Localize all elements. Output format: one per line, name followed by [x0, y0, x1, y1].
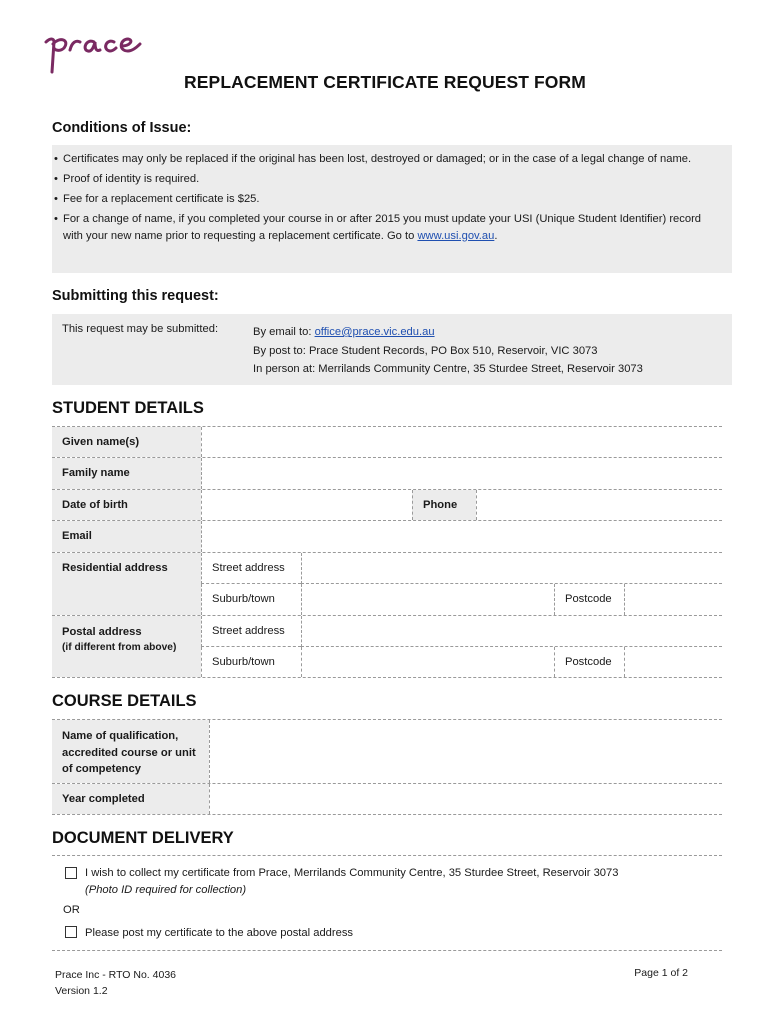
divider: [52, 950, 722, 951]
conditions-box: [52, 145, 732, 273]
qualification-label: Name of qualification, accredited course or unit of competency: [52, 720, 209, 783]
qualification-input[interactable]: [209, 720, 722, 783]
form-title: REPLACEMENT CERTIFICATE REQUEST FORM: [184, 72, 586, 92]
table-row: [52, 426, 722, 457]
postal-suburb-label: Suburb/town: [201, 647, 301, 677]
given-names-input[interactable]: [201, 427, 722, 457]
email-link[interactable]: office@prace.vic.edu.au: [314, 326, 435, 338]
condition-item: • Certificates may only be replaced if the original has been lost, destroyed or damaged; or in the case of a legal change of name.: [52, 151, 722, 168]
prace-logo: [40, 28, 150, 76]
table-row: [52, 520, 722, 552]
year-completed-input[interactable]: [209, 784, 722, 814]
res-street-input[interactable]: [301, 553, 722, 584]
conditions-heading: Conditions of Issue:: [52, 120, 192, 136]
postal-suburb-input[interactable]: [301, 647, 554, 677]
footer-version: Version 1.2: [55, 985, 108, 997]
family-name-label: Family name: [52, 458, 201, 489]
table-row: [52, 615, 722, 678]
table-row: [52, 489, 722, 520]
given-names-label: Given name(s): [52, 427, 201, 457]
postal-note: (if different from above): [62, 642, 177, 653]
table-row: [52, 552, 722, 615]
collect-note: (Photo ID required for collection): [85, 884, 247, 896]
postal-postcode-label: Postcode: [554, 647, 624, 677]
footer-left: [55, 967, 176, 999]
submitting-box: [52, 314, 732, 385]
divider: [52, 855, 722, 856]
res-postcode-label: Postcode: [554, 584, 624, 615]
email-label: Email: [52, 521, 201, 552]
residential-address-label: Residential address: [52, 553, 201, 615]
footer-org: Prace Inc - RTO No. 4036: [55, 969, 177, 981]
usi-link[interactable]: www.usi.gov.au: [417, 229, 495, 242]
submit-post-line: By post to: Prace Student Records, PO Box 510, Reservoir, VIC 3073: [253, 344, 598, 357]
submit-label: This request may be submitted:: [62, 323, 219, 335]
res-postcode-input[interactable]: [624, 584, 722, 615]
postal-street-label: Street address: [201, 616, 301, 647]
phone-input[interactable]: [476, 490, 722, 520]
table-row: [52, 457, 722, 489]
student-details-heading: STUDENT DETAILS: [52, 399, 204, 417]
condition-item: • For a change of name, if you completed your course in or after 2015 you must update your USI (Unique Student Identifier) record with your new name prior to requesting a replacement certificate. Go to www.usi.gov.au.: [52, 211, 722, 244]
page-number: Page 1 of 2: [634, 967, 688, 979]
table-row: [52, 719, 722, 783]
collect-option-text: I wish to collect my certificate from Prace, Merrilands Community Centre, 35 Sturdee Street, Reservoir 3073: [85, 867, 619, 879]
submit-inperson-line: In person at: Merrilands Community Centre, 35 Sturdee Street, Reservoir 3073: [253, 363, 643, 375]
course-details-table: [52, 719, 722, 815]
collect-checkbox[interactable]: [65, 867, 77, 879]
family-name-input[interactable]: [201, 458, 722, 489]
dob-input[interactable]: [201, 490, 412, 520]
table-row: [52, 783, 722, 815]
postal-postcode-input[interactable]: [624, 647, 722, 677]
postal-street-input[interactable]: [301, 616, 722, 647]
student-details-table: [52, 426, 722, 678]
submitting-heading: Submitting this request:: [52, 288, 219, 304]
dob-label: Date of birth: [52, 490, 201, 520]
year-completed-label: Year completed: [52, 784, 209, 814]
or-label: OR: [63, 904, 80, 916]
res-suburb-label: Suburb/town: [201, 584, 301, 615]
document-delivery-heading: DOCUMENT DELIVERY: [52, 829, 234, 847]
res-suburb-input[interactable]: [301, 584, 554, 615]
phone-label: Phone: [412, 490, 476, 520]
post-option-text: Please post my certificate to the above postal address: [85, 927, 354, 939]
post-checkbox[interactable]: [65, 926, 77, 938]
condition-item: • Fee for a replacement certificate is $25.: [52, 191, 722, 208]
postal-address-label: Postal address (if different from above): [52, 616, 201, 677]
submit-email-line: By email to: office@prace.vic.edu.au: [253, 326, 435, 338]
course-details-heading: COURSE DETAILS: [52, 692, 197, 710]
res-street-label: Street address: [201, 553, 301, 584]
email-input[interactable]: [201, 521, 722, 552]
condition-item: • Proof of identity is required.: [52, 171, 722, 188]
